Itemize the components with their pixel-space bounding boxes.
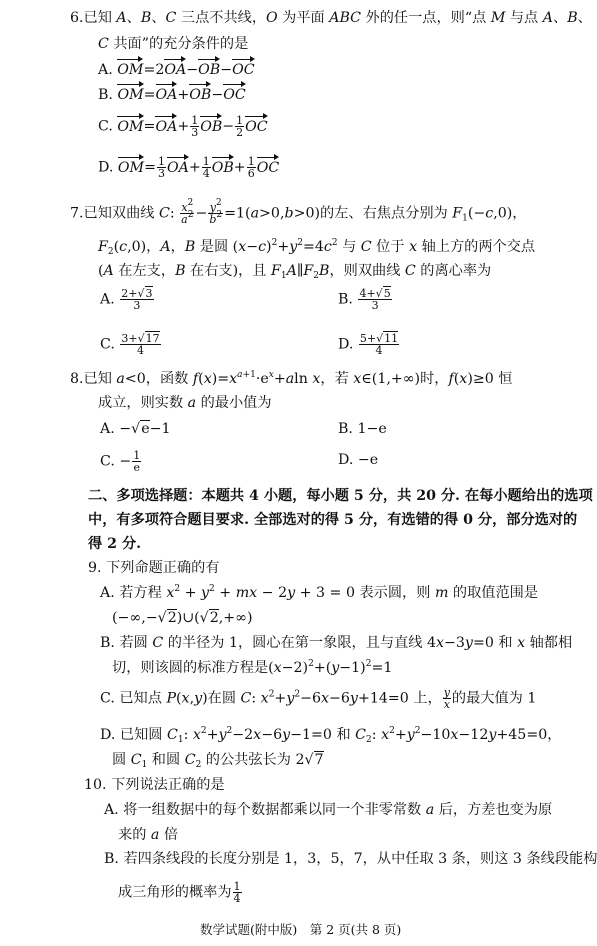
q6-option-a: A. OM=2OA−OB−OC [98,62,255,78]
q6-stem-line1: 6.已知 A、B、C 三点不共线，O 为平面 ABC 外的任一点，则“点 M 与点 A、B、 [70,10,592,26]
q9-option-c: C. 已知点 P(x,y)在圆 C: $x^2+y^2-6x-6y+14=0$ 上， $\frac{y}{x}$ 的最大值为 1 [100,686,537,711]
q6-option-b: B. OM=OA+OB−OC [98,87,246,103]
q9-stem: 9. 下列命题正确的有 [88,560,220,576]
q7-stem-line1: 7.已知双曲线 C: $\frac{x^2}{a^2}$ − $\frac{y^2}{b^2}$ =1(a>0,b>0)的左、右焦点分别为 $F_1(-c,0)$， [70,198,527,226]
q10-option-a-line1: A. 将一组数据中的每个数据都乘以同一个非零常数 a 后，方差也变为原 [104,802,553,818]
q10-stem: 10. 下列说法正确的是 [84,777,225,793]
q8-stem-line1: 8.已知 a<0，函数 $f(x)=x^{a+1}\cdot e^x+aln$ x，若 x∈(1,+∞)时，f(x)≥0 恒 [70,370,513,387]
q7-stem-line2: $F_2(c,0)$，A，B 是圆 $(x-c)^2+y^2=4c^2$ 与 C 位于 x 轴上方的两个交点 [98,238,536,257]
q9-option-a-line1: A. 若方程 $x^2 + y^2$ + mx − 2y + 3 = 0 表示圆，则 m 的取值范围是 [100,584,539,601]
q7-option-c: C. $\frac{3+√17}{4}$ [100,332,160,357]
q10-option-a-line2: 来的 a 倍 [118,827,179,843]
section2-line2: 中，有多项符合题目要求. 全部选对的得 5 分，有选错的得 0 分，部分选对的 [88,512,578,528]
q6-option-d: D. OM= $\frac{1}{3}$ OA+ $\frac{1}{4}$ OB+ $\frac{1}{6}$ OC [98,155,280,180]
q9-option-b-line2: 切，则该圆的标准方程是$(x-2)^2+(y-1)^2=1$ [112,659,393,676]
section2-line3: 得 2 分. [88,536,142,552]
q8-option-c: C. − $\frac{1}{e}$ [100,449,141,474]
q9-option-d-line1: D. 已知圆 $C_1$: $x^2+y^2-2x-6y-1=0$ 和 $C_2$: $x^2+y^2-10x-12y+45=0$， [100,726,562,745]
q7-option-d: D. $\frac{5+√11}{4}$ [338,332,399,357]
q8-stem-line2: 成立，则实数 a 的最小值为 [98,395,272,411]
q8-option-d: D. −e [338,452,379,468]
q7-option-a: A. $\frac{2+√3}{3}$ [100,287,153,312]
q9-option-a-line2: (−∞,−√2)∪(√2,+∞) [112,610,253,626]
q8-option-a: A. −√e−1 [100,421,171,437]
q6-option-c: C. OM=OA+ $\frac{1}{3}$ OB− $\frac{1}{2}$ OC [98,114,268,139]
q7-option-b: B. $\frac{4+√5}{3}$ [338,287,391,312]
q8-option-b: B. 1−e [338,421,387,437]
page-footer: 数学试题(附中版) 第 2 页(共 8 页) [200,922,402,937]
q10-option-b-line1: B. 若四条线段的长度分别是 1，3，5，7，从中任取 3 条，则这 3 条线段能构 [104,851,597,867]
q9-option-d-line2: 圆 $C_1$ 和圆 $C_2$ 的公共弦长为 2√7 [112,752,324,770]
q8-option-d-value: −e [357,452,379,468]
q7-stem-line3: (A 在左支，B 在右支)，且 $F_1A\parallel F_2B$，则双曲线 C 的离心率为 [98,263,492,281]
q6-stem-line2: C 共面”的充分条件的是 [98,36,249,52]
section2-line1: 二、多项选择题：本题共 4 小题，每小题 5 分，共 20 分. 在每小题给出的选项 [88,488,593,504]
q10-option-b-line2: 成三角形的概率为 $\frac{1}{4}$ [118,880,241,905]
q9-option-b-line1: B. 若圆 C 的半径为 1，圆心在第一象限，且与直线 4x−3y=0 和 x 轴都相 [100,635,573,651]
